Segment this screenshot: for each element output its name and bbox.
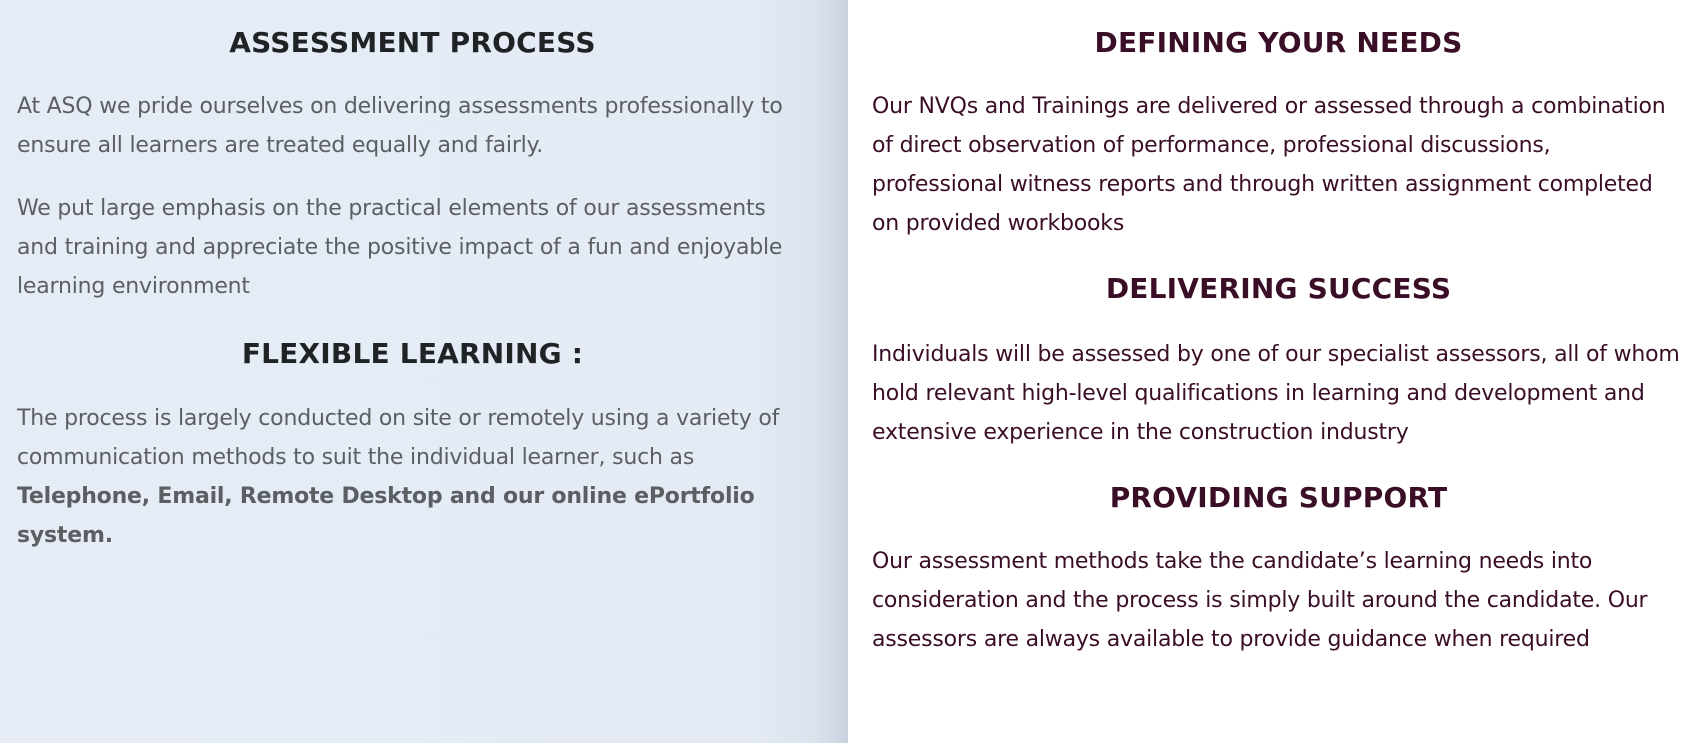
providing-support-heading: PROVIDING SUPPORT: [1109, 481, 1448, 514]
delivering-success-paragraph: Individuals will be assessed by one of our specialist assessors, all of whom hold relevant high-level qualifications in learning and development and extensive experience in the construction industry: [872, 342, 1680, 445]
defining-your-needs-paragraph: Our NVQs and Trainings are delivered or assessed through a combination of direct observation of performance, professional discussions, professional witness reports and through written assignment completed on provided workbooks: [872, 94, 1666, 236]
flexible-learning-text: The process is largely conducted on site or remotely using a variety of communication methods to suit the individual learner, such as: [17, 406, 780, 470]
flexible-learning-methods: Telephone, Email, Remote Desktop and our online ePortfolio system.: [17, 484, 755, 548]
assessment-panel: [0, 0, 848, 743]
providing-support-paragraph: Our assessment methods take the candidate’s learning needs into consideration and the process is simply built around the candidate. Our assessors are always available to provide guidance when required: [872, 549, 1648, 652]
assessment-emphasis-paragraph: We put large emphasis on the practical elements of our assessments and training and appreciate the positive impact of a fun and enjoyable learning environment: [17, 196, 783, 299]
defining-your-needs-heading: DEFINING YOUR NEEDS: [1094, 26, 1463, 59]
flexible-learning-heading: FLEXIBLE LEARNING :: [241, 337, 584, 370]
delivering-success-heading: DELIVERING SUCCESS: [1105, 272, 1452, 305]
assessment-intro-paragraph: At ASQ we pride ourselves on delivering assessments professionally to ensure all learners are treated equally and fairly.: [17, 94, 783, 158]
flexible-learning-paragraph: [17, 399, 808, 555]
assessment-process-heading: ASSESSMENT PROCESS: [229, 26, 596, 59]
services-panel: [848, 0, 1703, 743]
